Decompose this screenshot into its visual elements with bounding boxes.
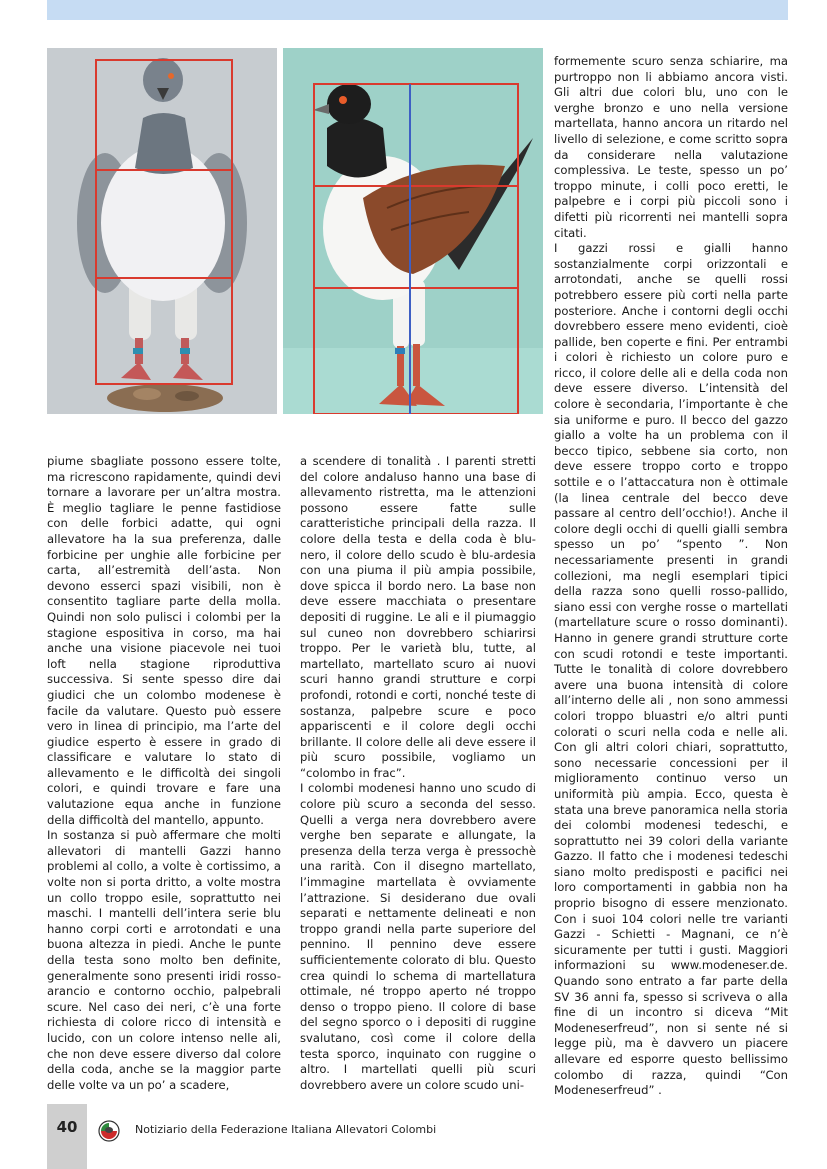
- federation-logo-icon: [98, 1120, 120, 1142]
- publication-name: Notiziario della Federazione Italiana Allevatori Colombi: [135, 1123, 437, 1136]
- text-column-3: [554, 54, 788, 1099]
- pigeon-front-photo: [47, 48, 277, 414]
- header-band: [47, 0, 788, 20]
- paragraph: In sostanza si può affermare che molti allevatori di mantelli Gazzi hanno problemi al collo, a volte è cortissimo, a volte non si porta dritto, a volte mostra un collo troppo esile, soprattutto nei maschi. I mantelli dell’intera serie blu hanno corpi corti e arrotondati e una buona altezza in piedi. Anche le punte della testa sono molto ben definite, generalmente sono presenti iridi rosso-arancio e contorno occhio, palpebrali scure. Nel caso dei neri, c’è una forte richiesta di colore ricco di intensità e lucido, con un colore intenso nelle ali, che non deve essere diverso dal colore della coda, anche se la maggior parte delle volte va un po’ a scadere,: [47, 828, 281, 1092]
- text-column-1: [47, 454, 281, 1093]
- page-number: 40: [56, 1118, 78, 1136]
- page-number-box: [47, 1104, 87, 1169]
- text-column-2: [300, 454, 536, 1093]
- paragraph: piume sbagliate possono essere tolte, ma ricrescono rapidamente, quindi devi tornare a lavorare per un’altra mostra. È meglio tagliare le penne fastidiose con delle forbici adatte, qui ogni allevatore ha la sua preferenza, dalle forbicine per unghie alle forbicine per carta, all’estremità dell’asta. Non devono esserci spazi visibili, non è consentito tagliare parte della molla. Quindi non solo pulisci i colombi per la stagione espositiva in corso, ma hai anche una visione piacevole nei tuoi loft nella stagione riproduttiva successiva. Si sente spesso dire dai giudici che un colombo modenese è facile da valutare. Questo può essere vero in linea di principio, ma l’arte del giudice esperto è essere in grado di classificare e valutare lo stato di allevamento e le difficoltà dei singoli colori, e quindi trovare e fare una valutazione equa anche in funzione della difficoltà del mantello, appunto.: [47, 454, 281, 827]
- pigeon-front-illustration: [47, 48, 277, 414]
- paragraph: I colombi modenesi hanno uno scudo di colore più scuro a seconda del sesso. Quelli a verga nera dovrebbero avere verghe ben separate e allungate, la presenza della terza verga è pressochè una rarità. Con il disegno martellato, l’immagine martellata è ovviamente l’attrazione. Si desiderano due ovali separati e nettamente delineati e non troppo grandi nella parte superiore del pennino. Il pennino deve essere sufficientemente colorato di blu. Questo crea quindi lo schema di martellatura ottimale, né troppo aperto né troppo denso o troppo pieno. Il colore di base del segno sporco o i depositi di ruggine svalutano, così come il colore della testa sporco, inquinato con ruggine o altro. I martellati quelli più scuri dovrebbero avere un colore scudo uni-: [300, 781, 536, 1092]
- pigeon-side-illustration: [283, 48, 543, 414]
- paragraph: formemente scuro senza schiarire, ma purtroppo non li abbiamo ancora visti. Gli altri due colori blu, uno con le verghe bronzo e uno nella versione martellata, hanno ancora un ritardo nel livello di selezione, e come scritto sopra da considerare nella valutazione complessiva. Le teste, spesso un po’ troppo minute, i colli poco eretti, le palpebre e i corpi più piccoli sono i difetti più ricorrenti nei mantelli sopra citati.: [554, 54, 788, 240]
- paragraph: I gazzi rossi e gialli hanno sostanzialmente corpi orizzontali e arrotondati, anche se quelli rossi potrebbero essere più corti nella parte posteriore. Anche i contorni degli occhi dovrebbero essere meno evidenti, cioè pallide, ben coperte e fini. Per entrambi i colori è richiesto un colore puro e ricco, il colore delle ali e della coda non deve essere diverso. L’intensità del colore è secondaria, l’importante è che sia uniforme e puro. Il becco del gazzo giallo a volte ha un problema con il becco tipico, sebbene sia corto, non deve essere troppo corto e troppo sottile e o l’attaccatura non è ottimale (la linea centrale del becco deve passare al centro dell’occhio!). Anche il colore degli occhi di quelli gialli sembra spesso un po’ “spento ”. Non necessariamente presenti in grandi collezioni, ma negli esemplari tipici della razza sono quelli rosso-pallido, siano essi con verghe rosse o martellati (martellature scure o rosso dominanti). Hanno in genere grandi strutture corte con scudi rotondi e teste importanti. Tutte le tonalità di colore dovrebbero avere una buona intensità di colore all’interno delle ali , non sono ammessi colori troppo bluastri e/o altri punti colorati o scuri nella coda e nelle ali. Con gli altri colori chiari, soprattutto, sono necessarie concessioni per il miglioramento continuo verso un uniformità più ampia. Ecco, questa è stata una breve panoramica nella storia dei colombi modenesi tedeschi, e soprattutto nei 39 colori della variante Gazzo. Il fatto che i modenesi tedeschi siano molto predisposti e pacifici nei loro comportamenti in gabbia non ha proprio bisogno di essere menzionato. Con i suoi 104 colori nelle tre varianti Gazzi - Schietti - Magnani, ce n’è sicuramente per tutti i gusti. Maggiori informazioni su www.modeneser.de. Quando sono entrato a far parte della SV 36 anni fa, spesso si scriveva o alla fine di un incontro si diceva “Mit Modeneserfreud”, non si sente né si legge più, ma è davvero un piacere allevare ed esporre questo bellissimo colombo di razza, quindi “Con Modeneserfreud” .: [554, 241, 788, 1098]
- pigeon-side-photo: [283, 48, 543, 414]
- paragraph: a scendere di tonalità . I parenti stretti del colore andaluso hanno una base di allevamento ristretta, ma le attenzioni possono essere fatte sulle caratteristiche principali della razza. Il colore della testa e della coda è blu-nero, il colore dello scudo è blu-ardesia con una piuma il più ampia possibile, dove spicca il bordo nero. La base non deve essere macchiata o presentare depositi di ruggine. Le ali e il piumaggio sul cuneo non dovrebbero schiarirsi troppo. Per le varietà blu, tutte, al martellato, martellato scuro ai nuovi scuri hanno grandi strutture e corpi profondi, rotondi e corti, nonché teste di sostanza, palpebre scure e poco appariscenti e il colore degli occhi brillante. Il colore delle ali deve essere il più scuro possibile, vogliamo un “colombo in frac”.: [300, 454, 536, 780]
